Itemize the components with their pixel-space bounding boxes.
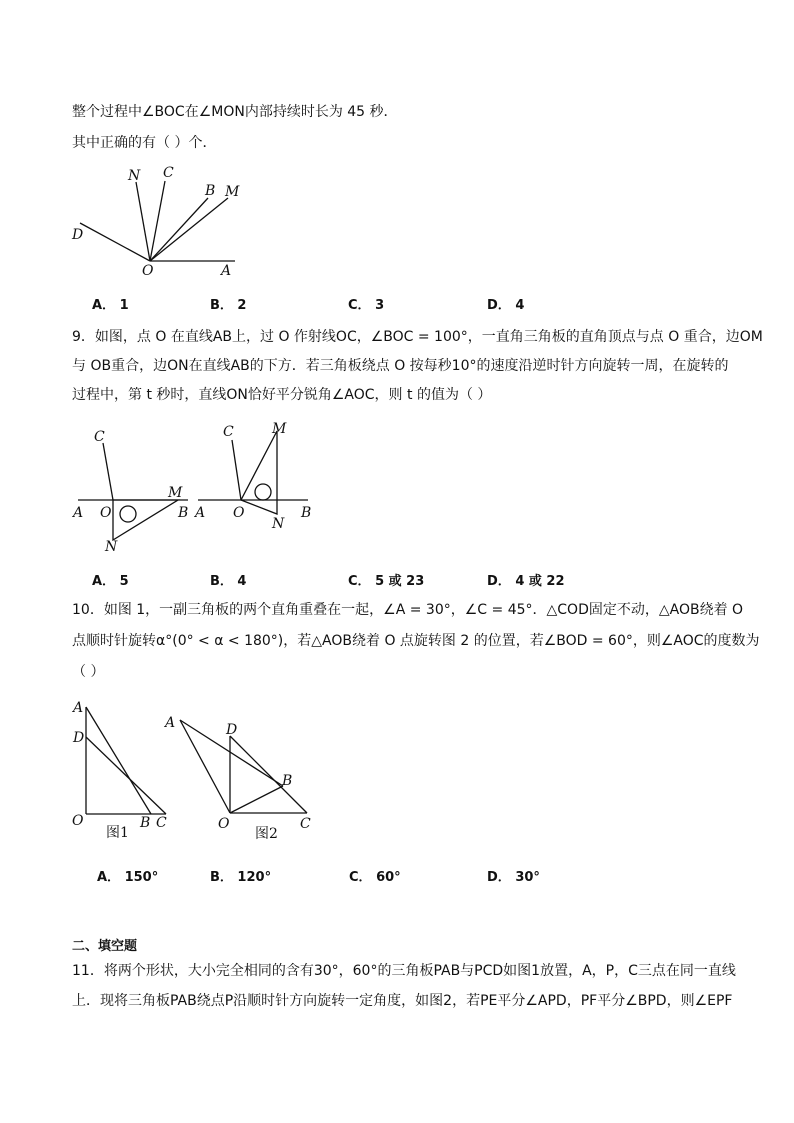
q10f2-label-O: O (218, 816, 230, 832)
ray-ON (136, 182, 150, 261)
q9-option-c: C． 5 或 23 (348, 574, 425, 589)
q9-line-1: 9．如图，点 O 在直线AB上，过 O 作射线OC，∠BOC = 100°，一直角三角板的直角顶点与点 O 重合，边OM (72, 329, 763, 345)
q9f1-label-C: C (94, 429, 105, 445)
label-N: N (128, 168, 141, 184)
ray-OM (150, 198, 228, 261)
q9f1-label-N: N (105, 539, 118, 555)
q10f2-label-C: C (300, 816, 311, 832)
q8-line-1: 整个过程中∠BOC在∠MON内部持续时长为 45 秒． (72, 104, 398, 120)
ray-OB (150, 198, 208, 261)
q9f2-label-B: B (301, 505, 312, 521)
q9f1-label-M: M (168, 485, 183, 501)
q10-option-b: B． 120° (210, 870, 272, 885)
q10-line-1: 10．如图 1，一副三角板的两个直角重叠在一起，∠A = 30°，∠C = 45°．△COD固定不动，△AOB绕着 O (72, 602, 744, 618)
q10-line-2: 点顺时针旋转α°(0° < α < 180°)，若△AOB绕着 O 点旋转图 2 的位置，若∠BOD = 60°，则∠AOC的度数为 (72, 633, 760, 649)
q8-line-2: 其中正确的有（ ）个． (72, 135, 217, 151)
q9f2-label-M: M (272, 421, 287, 437)
q9-option-a: A． 5 (92, 574, 129, 589)
label-C: C (163, 165, 174, 181)
q8-option-b: B． 2 (210, 298, 247, 313)
q9f1-label-A: A (73, 505, 84, 521)
label-M: M (225, 184, 240, 200)
q10-option-c: C． 60° (349, 870, 401, 885)
q8-figure (68, 160, 268, 280)
label-D: D (72, 227, 84, 243)
label-B: B (205, 183, 216, 199)
q10f2-label-D: D (226, 722, 238, 738)
q9-option-b: B． 4 (210, 574, 247, 589)
q10-line-3: （ ） (72, 664, 105, 680)
q10f2-label-A: A (165, 715, 176, 731)
label-A: A (221, 263, 232, 279)
ray-OD (80, 223, 150, 261)
q9-option-d: D． 4 或 22 (487, 574, 565, 589)
q11-line-2: 上．现将三角板PAB绕点P沿顺时针方向旋转一定角度，如图2，若PE平分∠APD，PF平分∠BPD，则∠EPF (72, 993, 733, 1009)
q10f1-label-D: D (73, 730, 85, 746)
q9-line-2: 与 OB重合，边ON在直线AB的下方．若三角板绕点 O 按每秒10°的速度沿逆时针方向旋转一周，在旋转的 (72, 358, 729, 374)
q9-figure-1 (70, 425, 200, 555)
q8-option-d: D． 4 (487, 298, 525, 313)
q9f1-label-B: B (178, 505, 189, 521)
q8-option-a: A． 1 (92, 298, 129, 313)
q10-figure-2 (160, 708, 320, 858)
q8-option-c: C． 3 (348, 298, 385, 313)
section-title: 二、填空题 (72, 939, 138, 954)
q9f2-label-C: C (223, 424, 234, 440)
q10f1-caption: 图1 (106, 825, 129, 841)
q10f1-label-C: C (156, 815, 167, 831)
label-O: O (142, 263, 154, 279)
q10-option-a: A． 150° (97, 870, 159, 885)
q9-line-3: 过程中，第 t 秒时，直线ON恰好平分锐角∠AOC，则 t 的值为（ ） (72, 387, 492, 403)
ray-OC (150, 181, 165, 261)
q10f1-label-O: O (72, 813, 84, 829)
q9-figure-2 (195, 418, 325, 548)
q10f2-label-B: B (282, 773, 293, 789)
q10f1-label-A: A (73, 700, 84, 716)
q9f2-label-O: O (233, 505, 245, 521)
q9f1-label-O: O (100, 505, 112, 521)
q10f2-caption: 图2 (255, 826, 278, 842)
q10f1-label-B: B (140, 815, 151, 831)
q9f2-label-A: A (195, 505, 206, 521)
q10-option-d: D． 30° (487, 870, 540, 885)
q9f2-label-N: N (272, 516, 285, 532)
q11-line-1: 11．将两个形状，大小完全相同的含有30°，60°的三角板PAB与PCD如图1放置，A，P，C三点在同一直线 (72, 963, 736, 979)
